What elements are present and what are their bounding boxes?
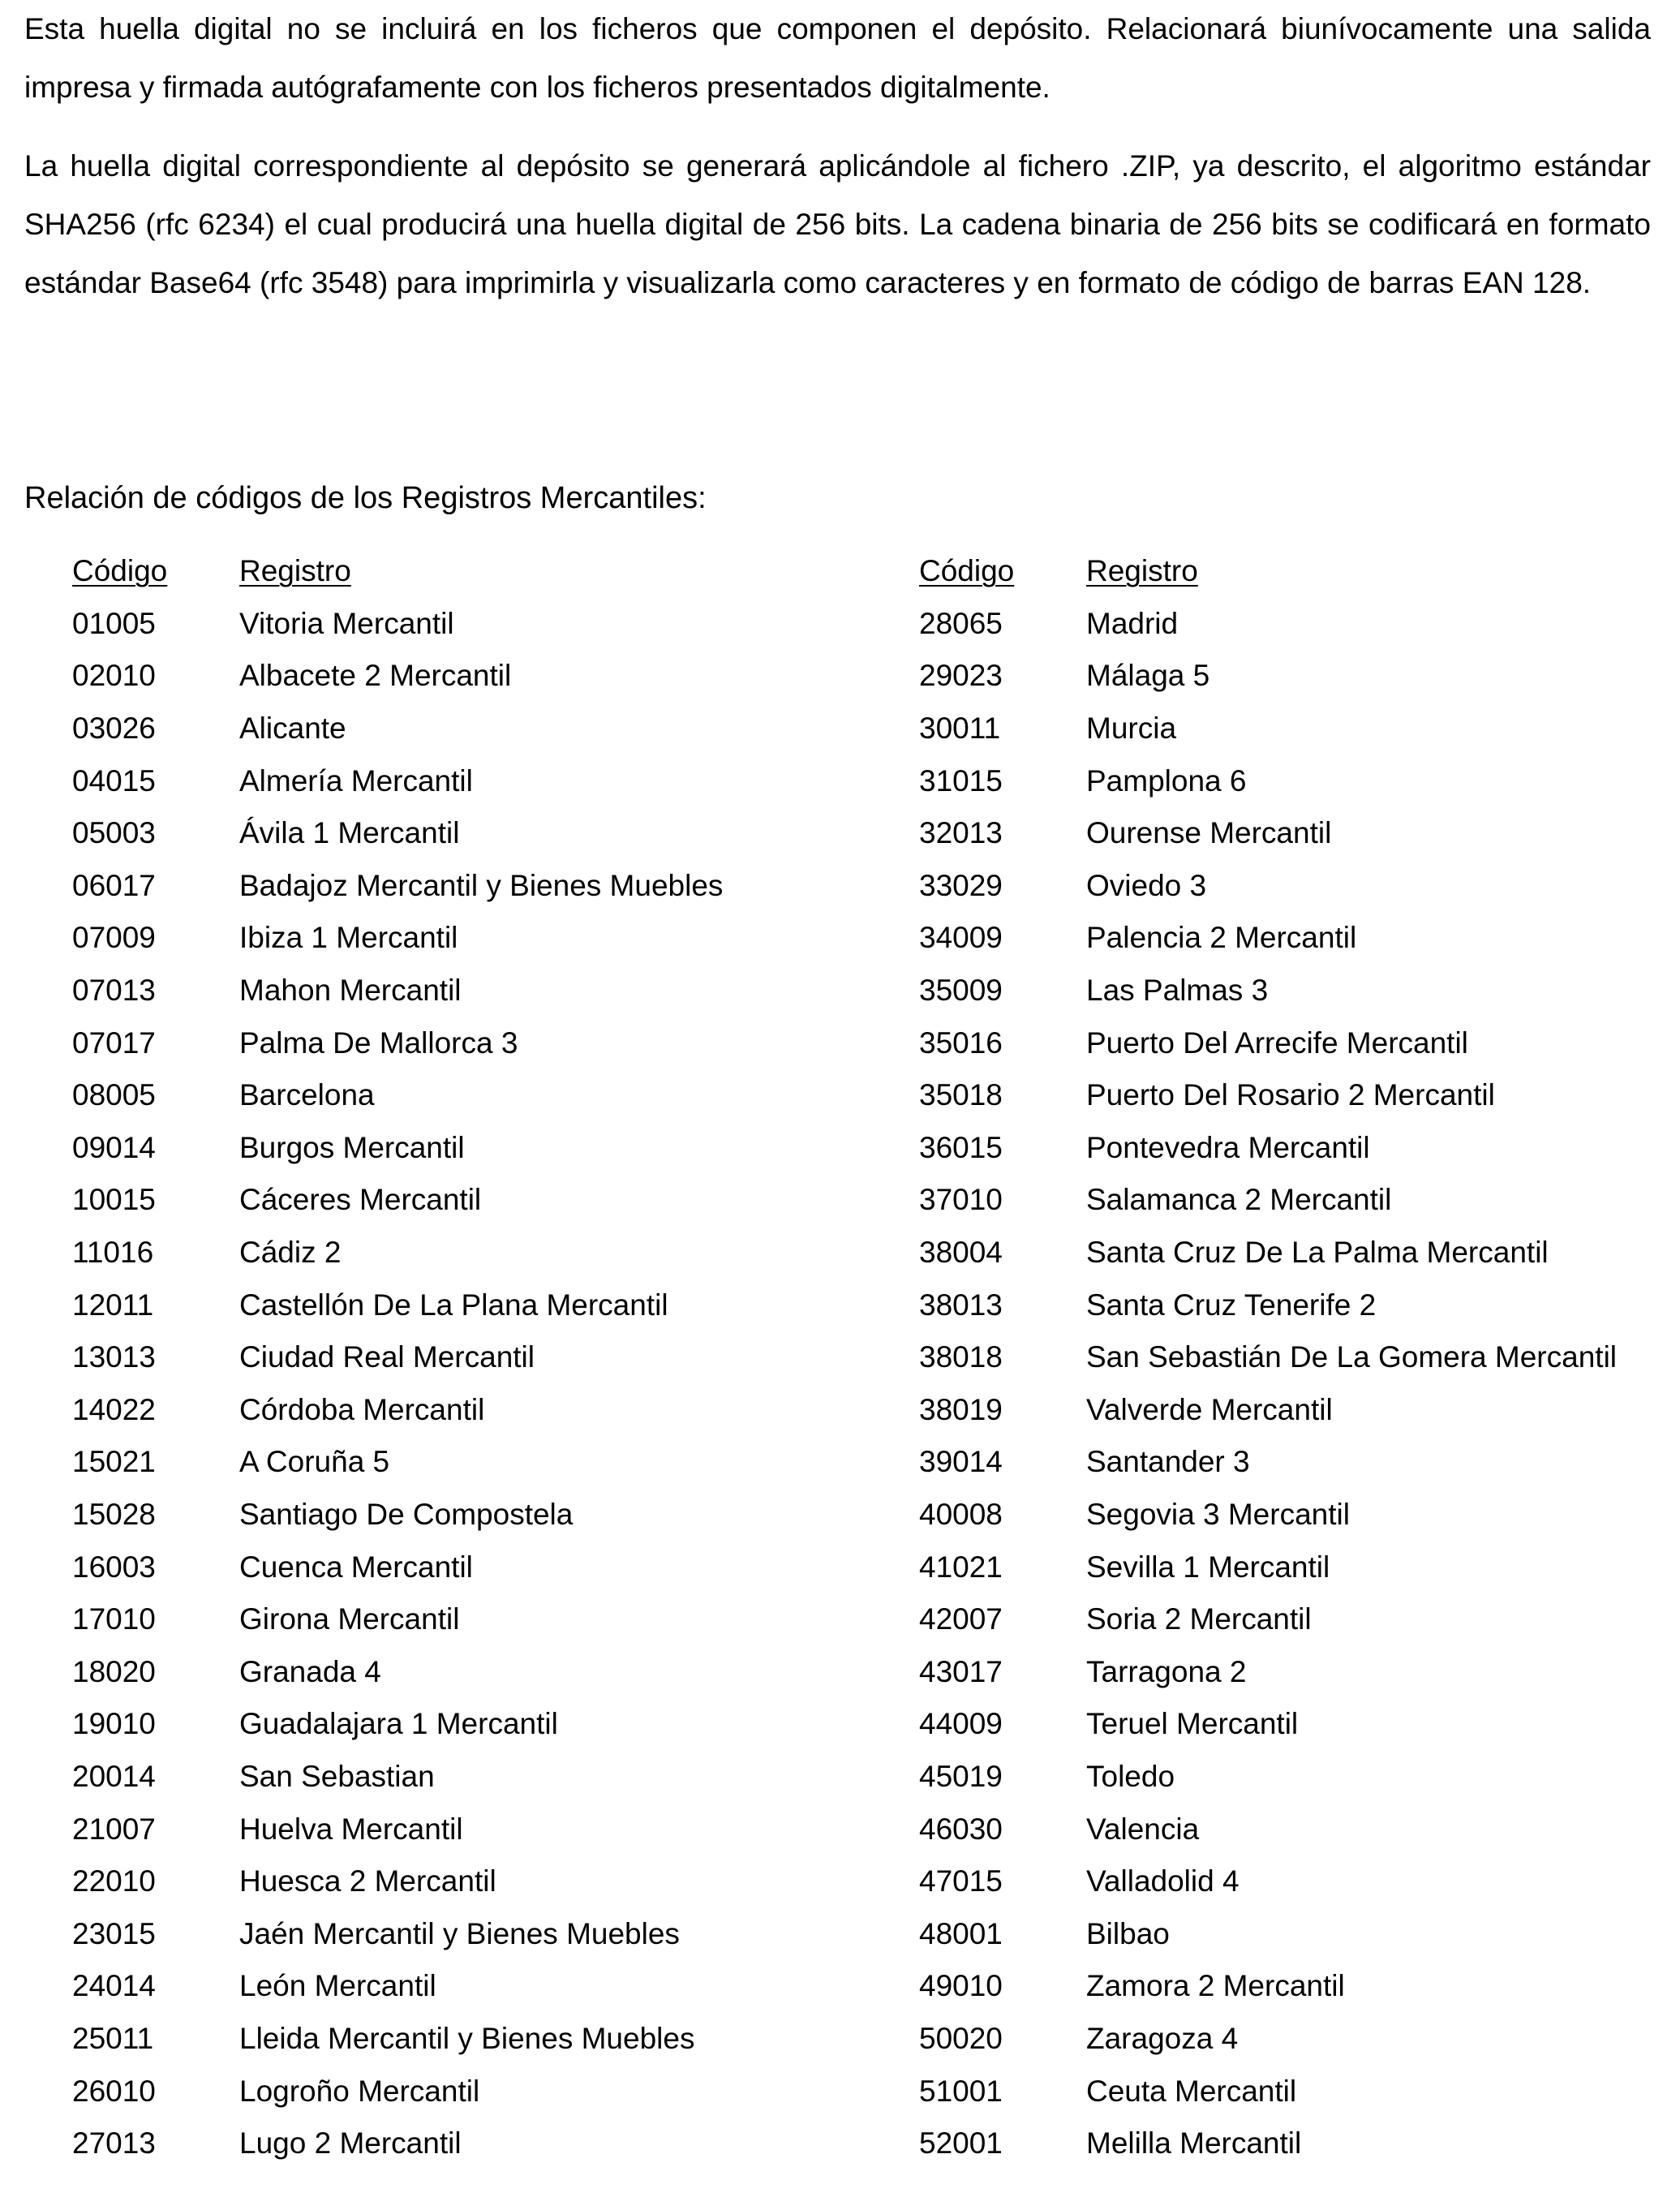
registry-code: 20014 <box>72 1759 156 1793</box>
registry-code: 01005 <box>72 606 156 640</box>
table-row <box>72 1907 883 1960</box>
table-row <box>919 1122 1665 1175</box>
table-row <box>919 650 1665 703</box>
registry-code: 45019 <box>919 1759 1003 1793</box>
table-row <box>919 1279 1665 1331</box>
registry-code: 42007 <box>919 1602 1003 1636</box>
table-row <box>72 598 883 651</box>
registry-name: Zaragoza 4 <box>1086 2021 1239 2055</box>
registry-code: 33029 <box>919 868 1003 902</box>
registry-code: 47015 <box>919 1864 1003 1898</box>
registry-code: 07013 <box>72 974 156 1008</box>
registry-code: 52001 <box>919 2126 1003 2161</box>
registry-name: Ávila 1 Mercantil <box>239 816 460 850</box>
registry-name: Pontevedra Mercantil <box>1086 1130 1370 1164</box>
table-row <box>919 1489 1665 1541</box>
registry-name: Ceuta Mercantil <box>1086 2074 1297 2108</box>
registry-code: 07017 <box>72 1025 156 1060</box>
registry-code: 46030 <box>919 1812 1003 1846</box>
registry-name: Tarragona 2 <box>1086 1654 1247 1688</box>
registry-code: 37010 <box>919 1183 1003 1217</box>
registry-name: San Sebastian <box>239 1759 435 1793</box>
registry-name: Jaén Mercantil y Bienes Muebles <box>239 1916 680 1950</box>
table-row <box>72 1174 883 1227</box>
registry-code: 22010 <box>72 1864 156 1898</box>
registry-name: Palma De Mallorca 3 <box>239 1025 518 1060</box>
registry-name: Toledo <box>1086 1759 1175 1793</box>
registry-code: 48001 <box>919 1916 1003 1950</box>
registry-code: 15021 <box>72 1445 156 1479</box>
table-row <box>919 2118 1665 2170</box>
paragraph-fingerprint-relation: Esta huella digital no se incluirá en los ficheros que componen el depósito. Relacionará biunívocamente una salida impresa y firmada autógrafamente con los ficheros presentados digitalmente. <box>24 12 1651 104</box>
registry-name: Puerto Del Arrecife Mercantil <box>1086 1025 1468 1060</box>
table-row <box>919 1384 1665 1437</box>
registry-code: 21007 <box>72 1812 156 1846</box>
table-row <box>72 1960 883 2013</box>
registry-name: San Sebastián De La Gomera Mercantil <box>1086 1340 1618 1374</box>
registry-code: 43017 <box>919 1654 1003 1688</box>
table-row <box>919 2065 1665 2118</box>
table-row <box>919 1541 1665 1593</box>
registry-name: Santander 3 <box>1086 1445 1250 1479</box>
registry-name: Mahon Mercantil <box>239 974 462 1008</box>
table-header-row <box>72 545 883 598</box>
table-row <box>72 755 883 807</box>
table-row <box>72 1855 883 1908</box>
registry-name: Granada 4 <box>239 1654 381 1688</box>
registry-name: Cáceres Mercantil <box>239 1183 482 1217</box>
table-row <box>919 1227 1665 1279</box>
registry-code: 24014 <box>72 1969 156 2003</box>
registry-code: 29023 <box>919 659 1003 693</box>
table-row <box>919 912 1665 965</box>
table-row <box>919 1331 1665 1384</box>
table-rows-left <box>72 598 883 2170</box>
registry-name: Huelva Mercantil <box>239 1812 463 1846</box>
registry-name: Cádiz 2 <box>239 1236 342 1270</box>
registry-code: 39014 <box>919 1445 1003 1479</box>
table-row <box>72 1069 883 1122</box>
registry-code: 03026 <box>72 712 156 746</box>
registry-name: Zamora 2 Mercantil <box>1086 1969 1345 2003</box>
registry-name: Salamanca 2 Mercantil <box>1086 1183 1392 1217</box>
table-row <box>72 650 883 703</box>
registry-name: Vitoria Mercantil <box>239 606 454 640</box>
registry-name: Girona Mercantil <box>239 1602 460 1636</box>
table-row <box>919 2013 1665 2066</box>
registry-name: Valverde Mercantil <box>1086 1392 1333 1426</box>
registry-code: 23015 <box>72 1916 156 1950</box>
table-row <box>72 1017 883 1069</box>
registry-name: A Coruña 5 <box>239 1445 390 1479</box>
registry-name: Ourense Mercantil <box>1086 816 1332 850</box>
registry-code: 10015 <box>72 1183 156 1217</box>
registry-code: 12011 <box>72 1288 154 1322</box>
registry-name: Cuenca Mercantil <box>239 1550 473 1584</box>
registry-code: 17010 <box>72 1602 156 1636</box>
registry-name: Santa Cruz Tenerife 2 <box>1086 1288 1377 1322</box>
registry-name: Soria 2 Mercantil <box>1086 1602 1312 1636</box>
registry-code: 04015 <box>72 763 156 798</box>
registry-code: 41021 <box>919 1550 1003 1584</box>
registry-name: Valladolid 4 <box>1086 1864 1240 1898</box>
table-row <box>919 807 1665 860</box>
table-row <box>72 1645 883 1698</box>
registry-code: 25011 <box>72 2021 154 2055</box>
table-row <box>919 703 1665 755</box>
registry-name: Segovia 3 Mercantil <box>1086 1497 1350 1531</box>
column-header-code: Código <box>919 554 1015 588</box>
registry-code: 14022 <box>72 1392 156 1426</box>
registry-name: Lugo 2 Mercantil <box>239 2126 462 2161</box>
table-row <box>72 1698 883 1751</box>
registry-name: Santiago De Compostela <box>239 1497 574 1531</box>
registry-name: Badajoz Mercantil y Bienes Muebles <box>239 868 724 902</box>
table-row <box>919 965 1665 1017</box>
registry-name: Oviedo 3 <box>1086 868 1207 902</box>
registry-name: Santa Cruz De La Palma Mercantil <box>1086 1236 1549 1270</box>
table-row <box>919 1069 1665 1122</box>
table-row <box>72 1122 883 1175</box>
registry-name: Melilla Mercantil <box>1086 2126 1302 2161</box>
registry-code: 38018 <box>919 1340 1003 1374</box>
table-header-row <box>919 545 1665 598</box>
table-row <box>72 1384 883 1437</box>
registry-code: 35016 <box>919 1025 1003 1060</box>
registry-code: 11016 <box>72 1236 154 1270</box>
registry-code: 32013 <box>919 816 1003 850</box>
table-row <box>72 1751 883 1804</box>
registry-name: Valencia <box>1086 1812 1200 1846</box>
registry-code: 40008 <box>919 1497 1003 1531</box>
table-row <box>72 1279 883 1331</box>
registry-code: 19010 <box>72 1707 156 1741</box>
registry-code: 51001 <box>919 2074 1003 2108</box>
section-title: Relación de códigos de los Registros Mercantiles: <box>24 481 707 515</box>
registry-code: 15028 <box>72 1497 156 1531</box>
registry-code: 02010 <box>72 659 156 693</box>
registry-code: 28065 <box>919 606 1003 640</box>
table-row <box>919 1017 1665 1069</box>
table-row <box>919 1645 1665 1698</box>
registry-name: Málaga 5 <box>1086 659 1210 693</box>
registry-name: Alicante <box>239 712 346 746</box>
registry-code: 18020 <box>72 1654 156 1688</box>
registry-code: 50020 <box>919 2021 1003 2055</box>
registry-code: 05003 <box>72 816 156 850</box>
registry-name: Murcia <box>1086 712 1177 746</box>
registry-name: Almería Mercantil <box>239 763 473 798</box>
table-row <box>72 1331 883 1384</box>
registry-code: 38013 <box>919 1288 1003 1322</box>
registry-name: Lleida Mercantil y Bienes Muebles <box>239 2021 695 2055</box>
registry-code: 26010 <box>72 2074 156 2108</box>
registry-name: Ciudad Real Mercantil <box>239 1340 535 1374</box>
table-row <box>72 2065 883 2118</box>
registry-code: 44009 <box>919 1707 1003 1741</box>
table-row <box>72 965 883 1017</box>
registry-name: Madrid <box>1086 606 1179 640</box>
table-row <box>72 2118 883 2170</box>
registry-code: 06017 <box>72 868 156 902</box>
registry-name: Teruel Mercantil <box>1086 1707 1299 1741</box>
table-row <box>72 703 883 755</box>
table-row <box>72 912 883 965</box>
table-row <box>919 1751 1665 1804</box>
paragraph-fingerprint-generation: La huella digital correspondiente al depósito se generará aplicándole al fichero .ZIP, ya descrito, el algoritmo estándar SHA256 (rfc 6234) el cual producirá una huella digital de 256 bits. La cadena binaria de 256 bits se codificará en formato estándar Base64 (rfc 3548) para imprimirla y visualizarla como caracteres y en formato de código de barras EAN 128. <box>24 149 1651 299</box>
table-row <box>72 1489 883 1541</box>
registry-name: Bilbao <box>1086 1916 1170 1950</box>
table-row <box>72 1227 883 1279</box>
table-row <box>919 1803 1665 1855</box>
table-row <box>919 755 1665 807</box>
table-row <box>72 807 883 860</box>
table-row <box>919 1436 1665 1489</box>
registry-name: Guadalajara 1 Mercantil <box>239 1707 558 1741</box>
registry-code: 09014 <box>72 1130 156 1164</box>
registry-name: Palencia 2 Mercantil <box>1086 921 1357 955</box>
registry-code: 35018 <box>919 1078 1003 1112</box>
registry-table-right-column <box>919 545 1665 2169</box>
registry-name: León Mercantil <box>239 1969 436 2003</box>
table-row <box>919 860 1665 913</box>
registry-code: 31015 <box>919 763 1003 798</box>
registry-name: Castellón De La Plana Mercantil <box>239 1288 668 1322</box>
registry-code: 27013 <box>72 2126 156 2161</box>
registry-name: Ibiza 1 Mercantil <box>239 921 458 955</box>
table-row <box>72 2013 883 2066</box>
registry-name: Córdoba Mercantil <box>239 1392 485 1426</box>
registry-name: Las Palmas 3 <box>1086 974 1269 1008</box>
table-row <box>919 598 1665 651</box>
table-row <box>919 1907 1665 1960</box>
registry-code: 07009 <box>72 921 156 955</box>
table-row <box>919 1855 1665 1908</box>
table-row <box>72 860 883 913</box>
registry-table-left-column <box>72 545 883 2169</box>
registry-code: 16003 <box>72 1550 156 1584</box>
registry-code: 38004 <box>919 1236 1003 1270</box>
registry-name: Sevilla 1 Mercantil <box>1086 1550 1330 1584</box>
registry-name: Huesca 2 Mercantil <box>239 1864 496 1898</box>
registry-name: Albacete 2 Mercantil <box>239 659 512 693</box>
registry-code: 49010 <box>919 1969 1003 2003</box>
registry-code: 08005 <box>72 1078 156 1112</box>
table-row <box>919 1174 1665 1227</box>
table-row <box>72 1593 883 1646</box>
registry-name: Burgos Mercantil <box>239 1130 465 1164</box>
registry-code: 36015 <box>919 1130 1003 1164</box>
table-row <box>72 1436 883 1489</box>
registry-name: Logroño Mercantil <box>239 2074 480 2108</box>
registry-code: 30011 <box>919 712 1001 746</box>
table-row <box>919 1593 1665 1646</box>
table-row <box>72 1541 883 1593</box>
table-rows-right <box>919 598 1665 2170</box>
column-header-code: Código <box>72 554 168 588</box>
table-row <box>72 1803 883 1855</box>
registry-code: 13013 <box>72 1340 156 1374</box>
column-header-registry: Registro <box>239 554 351 588</box>
registry-name: Pamplona 6 <box>1086 763 1247 798</box>
table-row <box>919 1960 1665 2013</box>
registry-code: 35009 <box>919 974 1003 1008</box>
registry-code: 34009 <box>919 921 1003 955</box>
registry-name: Barcelona <box>239 1078 375 1112</box>
registry-code: 38019 <box>919 1392 1003 1426</box>
registry-name: Puerto Del Rosario 2 Mercantil <box>1086 1078 1495 1112</box>
table-row <box>919 1698 1665 1751</box>
column-header-registry: Registro <box>1086 554 1198 588</box>
